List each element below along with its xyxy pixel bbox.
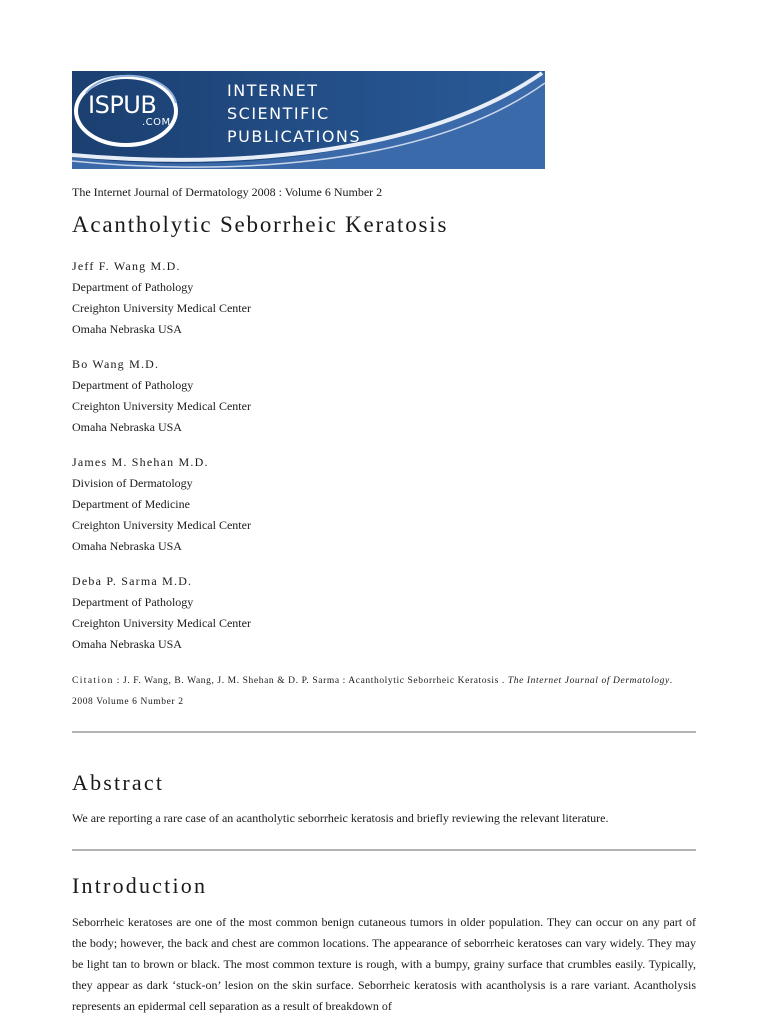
author-name: Bo Wang M.D. (72, 357, 160, 371)
citation-journal[interactable]: The Internet Journal of Dermatology (507, 676, 670, 686)
author-affiliation: Creighton University Medical Center (72, 399, 251, 413)
author-affiliation: Creighton University Medical Center (72, 301, 251, 315)
author-list (72, 256, 251, 669)
author-affiliation: Division of Dermatology (72, 476, 193, 490)
journal-line: The Internet Journal of Dermatology 2008 : Volume 6 Number 2 (72, 185, 383, 199)
author-affiliation: Creighton University Medical Center (72, 616, 251, 630)
banner-line: PUBLICATIONS (227, 127, 362, 146)
ispub-banner[interactable] (72, 71, 545, 169)
citation-volume: . 2008 Volume 6 Number 2 (72, 676, 673, 707)
citation-label: Citation (72, 676, 114, 686)
citation-authors: J. F. Wang, B. Wang, J. M. Shehan & D. P. Sarma : Acantholytic Seborrheic Keratosis . (123, 676, 505, 686)
author-affiliation: Department of Pathology (72, 595, 194, 609)
section-divider (72, 731, 696, 733)
author-block (72, 354, 251, 438)
author-affiliation: Department of Pathology (72, 378, 194, 392)
banner-wordmark (227, 79, 361, 148)
article-title: Acantholytic Seborrheic Keratosis (72, 212, 449, 237)
author-block (72, 571, 251, 655)
author-name: Deba P. Sarma M.D. (72, 574, 193, 588)
author-block (72, 452, 251, 557)
author-affiliation: Creighton University Medical Center (72, 518, 251, 532)
author-affiliation: Omaha Nebraska USA (72, 420, 182, 434)
author-affiliation: Department of Medicine (72, 497, 190, 511)
author-affiliation: Omaha Nebraska USA (72, 539, 182, 553)
citation: Citation : J. F. Wang, B. Wang, J. M. Shehan & D. P. Sarma : Acantholytic Seborrheic Keratosis . The Internet Journal of Dermatology. 2008 Volume 6 Number 2 (72, 676, 673, 707)
logo-text: ISPUB (88, 91, 157, 119)
section-divider (72, 849, 696, 851)
introduction-text: Seborrheic keratoses are one of the most common benign cutaneous tumors in older population. They can occur on any part of the body; however, the back and chest are common locations. The appearance of seborrheic keratoses can vary widely. They may be light tan to brown or black. The most common texture is rough, with a bumpy, grainy surface that crumbles easily. Typically, they appear as dark ‘stuck-on’ lesion on the skin surface. Seborrheic keratosis with acantholysis is a rare variant. Acantholysis represents an epidermal cell separation as a result of breakdown of (72, 915, 696, 1013)
author-affiliation: Department of Pathology (72, 280, 194, 294)
author-block (72, 256, 251, 340)
author-name: Jeff F. Wang M.D. (72, 259, 181, 273)
abstract-text: We are reporting a rare case of an acantholytic seborrheic keratosis and briefly reviewing the relevant literature. (72, 811, 609, 825)
author-name: James M. Shehan M.D. (72, 455, 209, 469)
author-affiliation: Omaha Nebraska USA (72, 322, 182, 336)
author-affiliation: Omaha Nebraska USA (72, 637, 182, 651)
banner-line: SCIENTIFIC (227, 104, 330, 123)
introduction-heading: Introduction (72, 873, 208, 898)
abstract-heading: Abstract (72, 770, 165, 795)
banner-line: INTERNET (227, 81, 319, 100)
logo-subtext: .COM (142, 117, 171, 128)
